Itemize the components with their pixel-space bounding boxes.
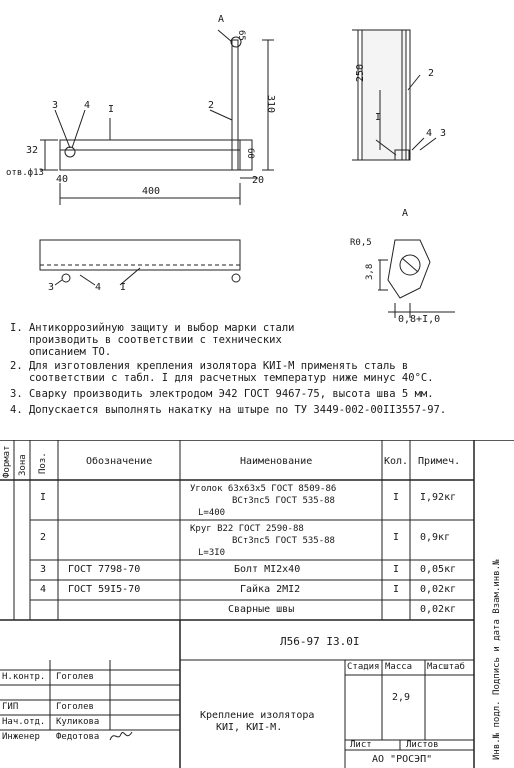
note-3: 3. Сварку производить электродом Э42 ГОСТ 9467-75, высота шва 5 мм. — [10, 388, 434, 400]
note-4: 4. Допускается выполнять накатку на штыре по ТУ 3449-002-00II3557-97. — [10, 404, 447, 416]
name-4: Федотова — [56, 732, 100, 742]
role-4: Инженер — [2, 732, 40, 742]
header-name: Наименование — [240, 456, 313, 467]
row4-qty: I — [393, 584, 400, 595]
row3-note: 0,05кг — [420, 564, 457, 575]
title-line2: КИI, КИI-М. — [216, 722, 283, 733]
dim-tolerance: 0,8+I,0 — [398, 314, 441, 325]
note-1: I. Антикоррозийную защиту и выбор марки стали производить в соответствии с технических описанием ТО. — [10, 322, 295, 358]
doc-code: Л56-97 I3.0I — [280, 635, 360, 648]
name-3: Куликова — [56, 717, 100, 727]
role-3: Нач.отд. — [2, 717, 46, 727]
angle-bar-front — [60, 140, 240, 170]
row5-name: Сварные швы — [228, 604, 295, 615]
row2-pos: 2 — [40, 532, 47, 543]
view-a-label: A — [402, 208, 409, 219]
sheet-label: Лист — [350, 740, 372, 750]
row1-qty: I — [393, 492, 400, 503]
signature-scribble — [108, 728, 134, 744]
technical-drawing — [0, 0, 514, 330]
row1-name-line1: Уголок 63х63х5 ГОСТ 8509-86 — [190, 484, 337, 494]
header-pos: Поз. — [38, 452, 48, 474]
side-pos-2: 2 — [428, 68, 435, 79]
row4-name: Гайка 2МI2 — [240, 584, 301, 595]
name-2: Гоголев — [56, 702, 94, 712]
radius-label: R0,5 — [350, 238, 372, 248]
row4-pos: 4 — [40, 584, 47, 595]
title-line1: Крепление изолятора — [200, 710, 315, 721]
row3-designation: ГОСТ 7798-70 — [68, 564, 141, 575]
mass-label: Масса — [385, 662, 413, 672]
dim-310: 310 — [265, 95, 276, 114]
dim-250: 250 — [355, 63, 366, 82]
row2-note: 0,9кг — [420, 532, 451, 543]
dim-40: 40 — [56, 174, 69, 185]
pos-2-label: 2 — [208, 100, 215, 111]
callout-a: A — [218, 14, 225, 25]
header-qty: Кол. — [384, 456, 409, 467]
role-2: ГИП — [2, 702, 19, 712]
side-pos-4: 4 — [426, 128, 433, 139]
hole-label: отв.ф13 — [6, 168, 44, 178]
row4-note: 0,02кг — [420, 584, 457, 595]
row2-name-line2: ВСт3пс5 ГОСТ 535-88 — [232, 536, 335, 546]
pos-3-label: 3 — [52, 100, 59, 111]
row2-name-line1: Круг В22 ГОСТ 2590-88 — [190, 524, 304, 534]
stage-label: Стадия — [347, 662, 380, 672]
dim-20: 20 — [252, 175, 265, 186]
dim-65: 65 — [236, 30, 246, 41]
scale-label: Масштаб — [427, 662, 465, 672]
header-format: Формат — [2, 445, 12, 478]
row3-qty: I — [393, 564, 400, 575]
header-zone: Зона — [18, 454, 28, 476]
row1-name-line3: L=400 — [198, 508, 226, 518]
row5-note: 0,02кг — [420, 604, 457, 615]
row3-pos: 3 — [40, 564, 47, 575]
header-note: Примеч. — [418, 456, 461, 467]
side-pos-1: I — [375, 112, 382, 123]
row4-designation: ГОСТ 59I5-70 — [68, 584, 141, 595]
plan-pos-3: 3 — [48, 282, 55, 293]
row1-name-line2: ВСт3пс5 ГОСТ 535-88 — [232, 496, 335, 506]
dim-60: 60 — [245, 148, 255, 159]
side-pos-3: 3 — [440, 128, 447, 139]
org-name: АО "РОСЭП" — [372, 754, 433, 765]
row1-pos: I — [40, 492, 47, 503]
pos-1-label: I — [108, 104, 115, 115]
note-2: 2. Для изготовления крепления изолятора КИI-М применять сталь в соответствии с табл. I для расчетных температур ниже минус 40°С. — [10, 360, 434, 384]
mass-value: 2,9 — [392, 692, 411, 703]
dim-3-8: 3,8 — [365, 263, 375, 280]
dim-32: 32 — [26, 145, 39, 156]
row1-note: I,92кг — [420, 492, 457, 503]
side-stamp: Инв.№ подл. Подпись и дата Взам.инв.№ — [492, 559, 502, 760]
header-designation: Обозначение — [86, 456, 153, 467]
dim-400: 400 — [142, 186, 161, 197]
row2-qty: I — [393, 532, 400, 543]
row2-name-line3: L=3I0 — [198, 548, 226, 558]
plan-pos-4: 4 — [95, 282, 102, 293]
name-1: Гоголев — [56, 672, 94, 682]
sheets-label: Листов — [406, 740, 439, 750]
row3-name: Болт МI2х40 — [234, 564, 301, 575]
pos-4-label: 4 — [84, 100, 91, 111]
role-1: Н.контр. — [2, 672, 46, 682]
plan-pos-1: I — [120, 282, 127, 293]
